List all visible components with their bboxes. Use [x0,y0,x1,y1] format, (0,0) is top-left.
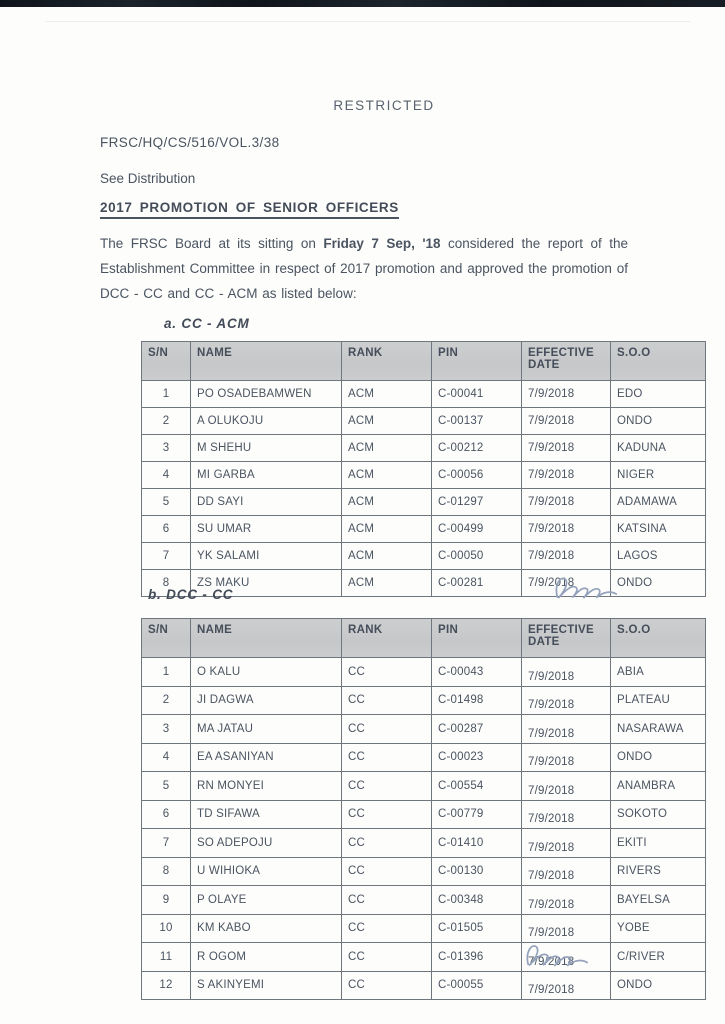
table-cell: 5 [142,772,191,801]
table-cell: 6 [142,800,191,829]
table-cell: ANAMBRA [611,772,706,801]
table-cell: ACM [342,462,432,489]
table-cell: CC [342,914,432,943]
scan-artifact-top-bar [0,0,725,7]
column-header-name: NAME [191,619,342,658]
table-cell: 3 [142,715,191,744]
table-cell: ONDO [611,408,706,435]
table-row [142,381,706,408]
table-row [142,408,706,435]
table-cell: C/RIVER [611,943,706,972]
column-header-s-n: S/N [142,342,191,381]
table-cell: C-00554 [432,772,522,801]
table-cell: MI GARBA [191,462,342,489]
table-cell: C-00212 [432,435,522,462]
table-cell: C-00056 [432,462,522,489]
document-title: 2017 PROMOTION OF SENIOR OFFICERS [100,200,399,219]
table-cell: CC [342,658,432,687]
table-cell: 7/9/2018 [522,570,611,597]
table-cell: 7/9/2018 [522,686,611,715]
table-cell: 4 [142,462,191,489]
table-cell: M SHEHU [191,435,342,462]
body-text-post: considered the report of the Establishment Committee in respect of 2017 promotion and approved the promotion of DCC - CC and CC - ACM as listed below: [100,236,628,301]
promotion-table-cc-acm [141,341,706,597]
table-row [142,800,706,829]
table-row [142,829,706,858]
table-cell: C-01505 [432,914,522,943]
table-cell: 7/9/2018 [522,914,611,943]
table-cell: KATSINA [611,516,706,543]
table-row [142,772,706,801]
table-cell: 7/9/2018 [522,658,611,687]
table-cell: MA JATAU [191,715,342,744]
table-cell: ONDO [611,570,706,597]
table-cell: 11 [142,943,191,972]
table-cell: PO OSADEBAMWEN [191,381,342,408]
table-cell: JI DAGWA [191,686,342,715]
table-cell: ACM [342,570,432,597]
table-cell: 5 [142,489,191,516]
table-cell: C-00023 [432,743,522,772]
table-cell: 7/9/2018 [522,943,611,972]
table-row [142,543,706,570]
column-header-name: NAME [191,342,342,381]
table-cell: R OGOM [191,943,342,972]
table-cell: CC [342,829,432,858]
table-cell: 2 [142,686,191,715]
table-cell: 7/9/2018 [522,857,611,886]
table-cell: NASARAWA [611,715,706,744]
table-cell: 6 [142,516,191,543]
table-cell: C-00050 [432,543,522,570]
table-cell: ACM [342,381,432,408]
table-cell: ADAMAWA [611,489,706,516]
body-text-pre: The FRSC Board at its sitting on [100,236,324,251]
table-cell: EA ASANIYAN [191,743,342,772]
table-cell: 7/9/2018 [522,772,611,801]
table-cell: NIGER [611,462,706,489]
table-cell: C-00287 [432,715,522,744]
table-row [142,743,706,772]
table-cell: CC [342,800,432,829]
table-cell: 1 [142,658,191,687]
table-cell: ONDO [611,971,706,1000]
table-cell: ACM [342,543,432,570]
table-cell: C-01498 [432,686,522,715]
column-header-effective-date: EFFECTIVE DATE [522,619,611,658]
table-cell: DD SAYI [191,489,342,516]
table-cell: 2 [142,408,191,435]
table-cell: 8 [142,570,191,597]
table-cell: 12 [142,971,191,1000]
table-cell: 7/9/2018 [522,408,611,435]
table-row [142,462,706,489]
table-cell: CC [342,857,432,886]
table-cell: ACM [342,435,432,462]
section-label-cc-acm: a. CC - ACM [164,316,250,331]
table-cell: 7/9/2018 [522,489,611,516]
table-cell: SOKOTO [611,800,706,829]
table-cell: LAGOS [611,543,706,570]
column-header-effective-date: EFFECTIVE DATE [522,342,611,381]
classification-label: RESTRICTED [333,98,435,113]
table-row [142,686,706,715]
table-cell: YK SALAMI [191,543,342,570]
table-cell: 9 [142,886,191,915]
table-cell: P OLAYE [191,886,342,915]
section-label-dcc-cc: b. DCC - CC [148,587,234,602]
column-header-s-o-o: S.O.O [611,342,706,381]
table-cell: C-00043 [432,658,522,687]
table-cell: CC [342,971,432,1000]
table-cell: CC [342,743,432,772]
table-cell: 7/9/2018 [522,829,611,858]
table-row [142,516,706,543]
table-cell: CC [342,943,432,972]
table-cell: C-00130 [432,857,522,886]
table-cell: SU UMAR [191,516,342,543]
body-paragraph [100,231,628,306]
table-cell: A OLUKOJU [191,408,342,435]
table-cell: ACM [342,408,432,435]
table-cell: 1 [142,381,191,408]
table-cell: 3 [142,435,191,462]
table-cell: 7/9/2018 [522,543,611,570]
table-cell: 7/9/2018 [522,971,611,1000]
table-cell: ACM [342,489,432,516]
table-cell: ACM [342,516,432,543]
table-cell: 8 [142,857,191,886]
table-cell: RIVERS [611,857,706,886]
table-cell: RN MONYEI [191,772,342,801]
table-cell: KM KABO [191,914,342,943]
table-row [142,914,706,943]
table-cell: 7/9/2018 [522,462,611,489]
table-cell: PLATEAU [611,686,706,715]
meeting-date: Friday 7 Sep, '18 [323,236,441,251]
reference-number: FRSC/HQ/CS/516/VOL.3/38 [100,135,280,150]
table-cell: 7/9/2018 [522,886,611,915]
column-header-rank: RANK [342,619,432,658]
table-cell: CC [342,886,432,915]
table-cell: EKITI [611,829,706,858]
column-header-s-o-o: S.O.O [611,619,706,658]
table-cell: 7 [142,829,191,858]
table-cell: C-01410 [432,829,522,858]
column-header-rank: RANK [342,342,432,381]
table-cell: 7/9/2018 [522,516,611,543]
scan-artifact-faint-line [45,21,690,22]
column-header-pin: PIN [432,342,522,381]
column-header-pin: PIN [432,619,522,658]
table-row [142,489,706,516]
table-cell: C-00348 [432,886,522,915]
table-cell: 7 [142,543,191,570]
table-cell: O KALU [191,658,342,687]
table-cell: 7/9/2018 [522,435,611,462]
table-cell: ABIA [611,658,706,687]
table-row [142,658,706,687]
table-cell: C-01396 [432,943,522,972]
column-header-s-n: S/N [142,619,191,658]
table-header [142,342,706,381]
promotion-table-dcc-cc [141,618,706,1000]
table-cell: 7/9/2018 [522,743,611,772]
table-cell: C-00281 [432,570,522,597]
table-cell: CC [342,715,432,744]
table-cell: ONDO [611,743,706,772]
table-cell: C-01297 [432,489,522,516]
table-row [142,971,706,1000]
table-cell: EDO [611,381,706,408]
table-cell: BAYELSA [611,886,706,915]
table-row [142,435,706,462]
table-cell: KADUNA [611,435,706,462]
table-row [142,943,706,972]
table-cell: C-00137 [432,408,522,435]
table-cell: 4 [142,743,191,772]
table-cell: 7/9/2018 [522,715,611,744]
table-cell: S AKINYEMI [191,971,342,1000]
table-cell: C-00499 [432,516,522,543]
table-cell: YOBE [611,914,706,943]
table-cell: 7/9/2018 [522,800,611,829]
table-cell: C-00055 [432,971,522,1000]
table-cell: 7/9/2018 [522,381,611,408]
table-cell: C-00779 [432,800,522,829]
table-row [142,715,706,744]
table-header [142,619,706,658]
table-cell: SO ADEPOJU [191,829,342,858]
table-row [142,857,706,886]
table-cell: ZS MAKU [191,570,342,597]
table-cell: CC [342,686,432,715]
table-cell: 10 [142,914,191,943]
distribution-line: See Distribution [100,171,196,186]
table-cell: TD SIFAWA [191,800,342,829]
table-cell: U WIHIOKA [191,857,342,886]
table-cell: CC [342,772,432,801]
table-row [142,886,706,915]
table-cell: C-00041 [432,381,522,408]
